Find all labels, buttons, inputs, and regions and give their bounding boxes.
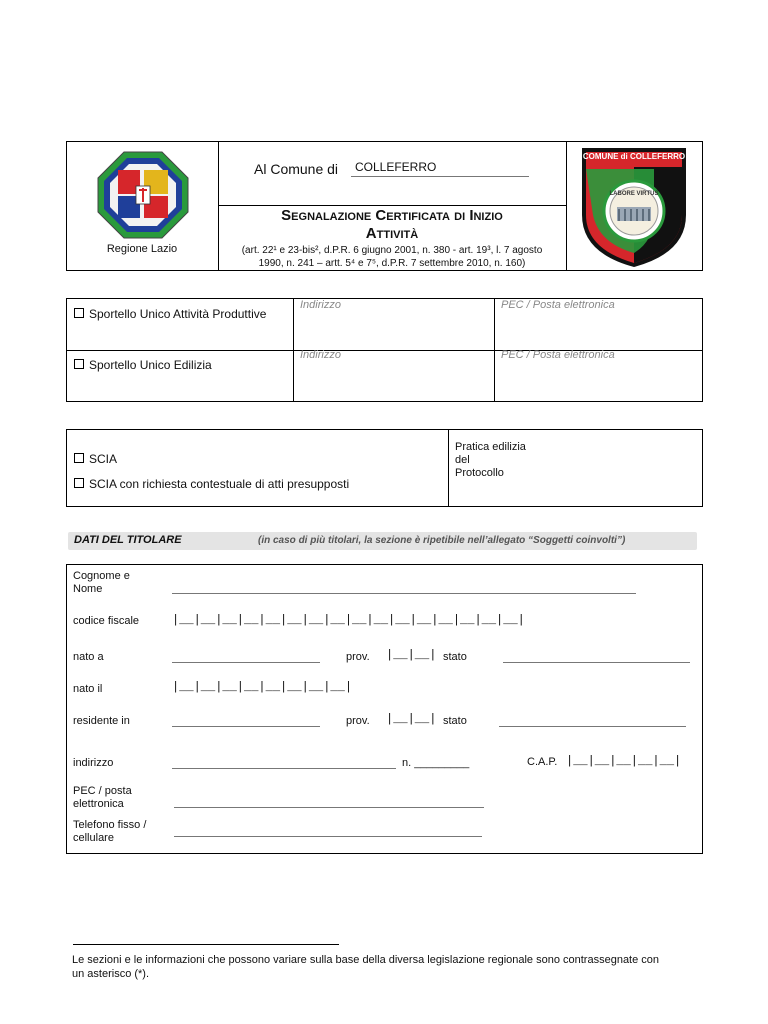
scia-box	[66, 429, 703, 507]
checkbox-scia-atti[interactable]	[74, 478, 84, 488]
scia-option-label: SCIA	[89, 452, 118, 466]
residente-stato-label: stato	[443, 715, 467, 727]
header-title-divider	[218, 205, 566, 206]
indirizzo-label: indirizzo	[73, 757, 114, 769]
pec-label-l1: PEC / posta	[73, 785, 132, 797]
sportello-edilizia-label: Sportello Unico Edilizia	[89, 358, 212, 372]
footnote-text-l2: un asterisco (*).	[72, 968, 150, 980]
sportello-col-divider-2	[494, 298, 495, 402]
pec-label-l2: elettronica	[73, 798, 124, 810]
nato-prov-field[interactable]: |__|__|	[386, 648, 437, 662]
cognome-label-l1: Cognome e	[73, 570, 130, 582]
regione-lazio-emblem	[96, 150, 190, 240]
titolare-box	[66, 564, 703, 854]
indirizzo-field[interactable]	[172, 768, 396, 769]
region-label: Regione Lazio	[106, 243, 178, 255]
nato-a-field[interactable]	[172, 662, 320, 663]
checkbox-suap[interactable]	[74, 308, 84, 318]
legal-reference-line2: 1990, n. 241 – artt. 5⁴ e 7⁵, d.P.R. 7 settembre 2010, n. 160)	[258, 258, 526, 269]
cap-label: C.A.P.	[527, 756, 558, 768]
form-title-line2: Attività	[365, 225, 419, 242]
nato-il-field[interactable]: |__|__|__|__|__|__|__|__|	[172, 680, 353, 694]
scia-atti-label: SCIA con richiesta contestuale di atti presupposti	[89, 477, 350, 491]
cognome-label-l2: Nome	[73, 583, 103, 595]
sportello-suap-label: Sportello Unico Attività Produttive	[89, 307, 267, 321]
residente-in-label: residente in	[73, 715, 130, 727]
telefono-field[interactable]	[174, 836, 482, 837]
pec-field[interactable]	[174, 807, 484, 808]
cognome-nome-field[interactable]	[172, 593, 636, 594]
civico-field[interactable]: n. _________	[402, 757, 470, 769]
titolare-section-title: DATI DEL TITOLARE	[74, 534, 182, 546]
nato-a-label: nato a	[73, 651, 104, 663]
titolare-section-note: (in caso di più titolari, la sezione è ripetibile nell’allegato “Soggetti coinvolti”)	[258, 535, 626, 546]
comune-line	[351, 176, 529, 177]
comune-prefix: Al Comune di	[254, 161, 339, 177]
scia-atti-option[interactable]	[74, 477, 349, 491]
sportello-col-divider-1	[293, 298, 294, 402]
sportello-edilizia-address-field[interactable]: Indirizzo	[300, 349, 341, 361]
sportello-suap-pec-field[interactable]: PEC / Posta elettronica	[501, 299, 615, 311]
codice-fiscale-field[interactable]: |__|__|__|__|__|__|__|__|__|__|__|__|__|__|__|__|	[172, 613, 525, 627]
footnote-text-l1: Le sezioni e le informazioni che possono variare sulla base della diversa legislazione regionale sono contrassegnate con	[72, 954, 660, 966]
legal-reference-line1: (art. 22¹ e 23-bis², d.P.R. 6 giugno 2001, n. 380 - art. 19³, l. 7 agosto	[241, 245, 543, 256]
scia-option[interactable]	[74, 452, 117, 466]
pratica-protocollo-label: Protocollo	[455, 467, 504, 479]
pratica-edilizia-label: Pratica edilizia	[455, 441, 526, 453]
crest-text: COMUNE di COLLEFERRO	[582, 152, 686, 161]
cap-field[interactable]: |__|__|__|__|__|	[566, 754, 682, 768]
telefono-label-l1: Telefono fisso /	[73, 819, 147, 831]
sportello-suap-option[interactable]	[74, 307, 266, 321]
residente-prov-label: prov.	[346, 715, 370, 727]
sportello-edilizia-pec-field[interactable]: PEC / Posta elettronica	[501, 349, 615, 361]
codice-fiscale-label: codice fiscale	[73, 615, 140, 627]
sportello-edilizia-option[interactable]	[74, 358, 212, 372]
residente-prov-field[interactable]: |__|__|	[386, 712, 437, 726]
scia-col-divider	[448, 429, 449, 507]
nato-stato-field[interactable]	[503, 662, 690, 663]
nato-il-label: nato il	[73, 683, 103, 695]
footnote-separator	[73, 944, 339, 945]
comune-name: COLLEFERRO	[355, 160, 437, 174]
telefono-label-l2: cellulare	[73, 832, 114, 844]
nato-stato-label: stato	[443, 651, 467, 663]
pratica-del-label: del	[455, 454, 470, 466]
form-title-line1: Segnalazione Certificata di Inizio	[281, 207, 503, 224]
residente-in-field[interactable]	[172, 726, 320, 727]
checkbox-scia[interactable]	[74, 453, 84, 463]
sportello-suap-address-field[interactable]: Indirizzo	[300, 299, 341, 311]
residente-stato-field[interactable]	[499, 726, 686, 727]
header-divider-right	[566, 141, 567, 271]
crest-motto: LABORE VIRTUS	[609, 191, 659, 197]
comune-colleferro-crest	[579, 145, 689, 269]
checkbox-edilizia[interactable]	[74, 359, 84, 369]
nato-prov-label: prov.	[346, 651, 370, 663]
